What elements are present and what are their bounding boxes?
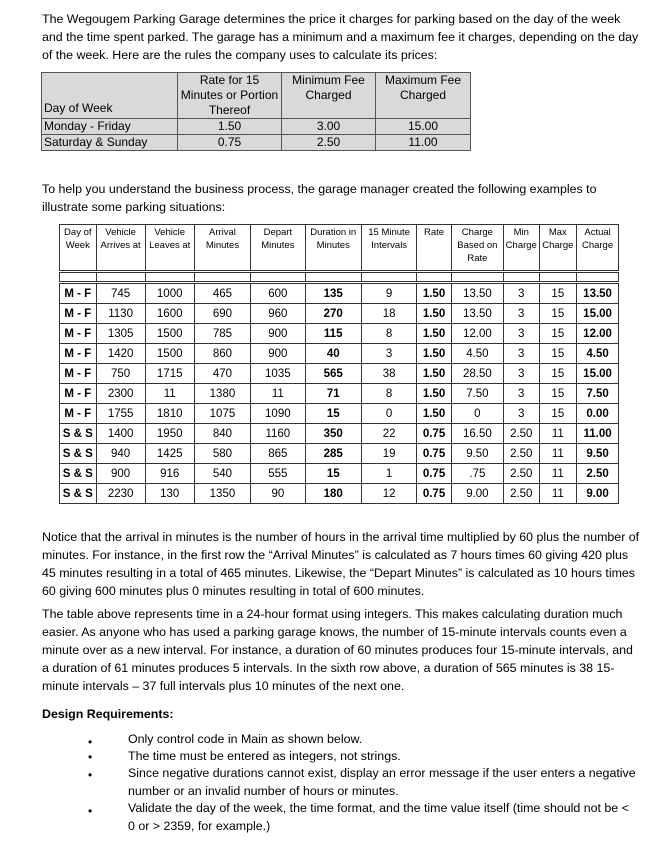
table-cell: 1755 xyxy=(96,404,145,424)
table-cell: 465 xyxy=(194,283,250,304)
table-cell: 916 xyxy=(145,464,194,484)
table-cell: 750 xyxy=(96,364,145,384)
divider-cell xyxy=(361,272,416,283)
table-cell: 22 xyxy=(361,424,416,444)
table-cell: 1.50 xyxy=(417,304,451,324)
rates-header-day: Day of Week xyxy=(42,73,178,119)
notice-paragraph: Notice that the arrival in minutes is the number of hours in the arrival time multiplied by 60 plus the number of minutes. For instance, in the first row the “Arrival Minutes” is calculated as 7 hours times 60 giving 420 plus 45 minutes resulting in a total of 465 minutes. Likewise, the “Depart Minutes” is calculated as 10 hours times 60 giving 600 minutes plus 0 minutes resulting in total of 600 minutes. xyxy=(42,530,640,598)
table-cell: 940 xyxy=(96,444,145,464)
table-row xyxy=(60,404,619,424)
table-cell: 9 xyxy=(361,283,416,304)
examples-header-cell: Depart Minutes xyxy=(251,225,305,272)
table-cell: 0 xyxy=(451,404,503,424)
examples-header-cell: Duration in Minutes xyxy=(305,225,361,272)
table-cell: 1160 xyxy=(251,424,305,444)
rates-cell: 2.50 xyxy=(282,135,376,151)
table-row xyxy=(60,444,619,464)
table-cell: 1600 xyxy=(145,304,194,324)
table-cell: S & S xyxy=(60,424,97,444)
table-cell: 15 xyxy=(539,283,577,304)
table-cell: 2.50 xyxy=(577,464,619,484)
requirement-item: Since negative durations cannot exist, display an error message if the user enters a negative number or an invalid number of hours or minutes. xyxy=(128,766,636,798)
bullet-icon: • xyxy=(88,750,93,764)
table-cell: 470 xyxy=(194,364,250,384)
table-cell: 350 xyxy=(305,424,361,444)
rates-cell: 11.00 xyxy=(376,135,471,151)
table-cell: 28.50 xyxy=(451,364,503,384)
divider-cell xyxy=(96,272,145,283)
table-cell: 1950 xyxy=(145,424,194,444)
table-cell: 130 xyxy=(145,484,194,504)
table-cell: 1.50 xyxy=(417,283,451,304)
table-cell: 3 xyxy=(504,324,540,344)
rates-row xyxy=(42,119,471,135)
table-cell: 1350 xyxy=(194,484,250,504)
rates-table xyxy=(41,72,471,151)
table-cell: 2300 xyxy=(96,384,145,404)
examples-intro-paragraph: To help you understand the business process, the garage manager created the following examples to illustrate some parking situations: xyxy=(42,182,597,214)
table-cell: 12.00 xyxy=(577,324,619,344)
table-cell: 690 xyxy=(194,304,250,324)
table-row xyxy=(60,324,619,344)
rates-header-max: Maximum Fee Charged xyxy=(376,73,471,119)
table-cell: 1.50 xyxy=(417,404,451,424)
table-cell: 2.50 xyxy=(504,484,540,504)
table-cell: 2.50 xyxy=(504,464,540,484)
divider-cell xyxy=(504,272,540,283)
divider-cell xyxy=(194,272,250,283)
table-cell: 15.00 xyxy=(577,364,619,384)
table-cell: 19 xyxy=(361,444,416,464)
table-cell: 9.50 xyxy=(577,444,619,464)
table-cell: 745 xyxy=(96,283,145,304)
examples-header-row xyxy=(60,225,619,272)
rates-header-rate: Rate for 15 Minutes or Portion Thereof xyxy=(178,73,282,119)
table-cell: 900 xyxy=(251,324,305,344)
rates-cell: 1.50 xyxy=(178,119,282,135)
table-cell: 7.50 xyxy=(577,384,619,404)
table-cell: 2230 xyxy=(96,484,145,504)
table-cell: 1420 xyxy=(96,344,145,364)
table-cell: M - F xyxy=(60,404,97,424)
table-cell: 11 xyxy=(539,464,577,484)
table-cell: 180 xyxy=(305,484,361,504)
table-cell: 16.50 xyxy=(451,424,503,444)
table-cell: 285 xyxy=(305,444,361,464)
table-cell: 3 xyxy=(504,364,540,384)
table-cell: 11 xyxy=(145,384,194,404)
table-cell: 15 xyxy=(305,404,361,424)
bullet-icon: • xyxy=(88,768,93,782)
table-row xyxy=(60,283,619,304)
table-cell: 11 xyxy=(539,484,577,504)
table-cell: 2.50 xyxy=(504,424,540,444)
table-cell: 3 xyxy=(504,283,540,304)
table-cell: 900 xyxy=(96,464,145,484)
table-cell: 1.50 xyxy=(417,384,451,404)
table-cell: 40 xyxy=(305,344,361,364)
divider-cell xyxy=(145,272,194,283)
intro-paragraph: The Wegougem Parking Garage determines the price it charges for parking based on the day of the week and the time spent parked. The garage has a minimum and a maximum fee it charges, depending on the day of the week. Here are the rules the company uses to calculate its prices: xyxy=(42,12,639,62)
table-cell: 15.00 xyxy=(577,304,619,324)
table-cell: 865 xyxy=(251,444,305,464)
divider-cell xyxy=(305,272,361,283)
examples-header-cell: Min Charge xyxy=(504,225,540,272)
table-cell: S & S xyxy=(60,444,97,464)
table-cell: 12 xyxy=(361,484,416,504)
table-cell: 90 xyxy=(251,484,305,504)
table-cell: 860 xyxy=(194,344,250,364)
examples-header-cell: Max Charge xyxy=(539,225,577,272)
table-cell: M - F xyxy=(60,384,97,404)
table-cell: 540 xyxy=(194,464,250,484)
rates-header-row xyxy=(42,73,471,119)
table-cell: 1400 xyxy=(96,424,145,444)
table-cell: M - F xyxy=(60,283,97,304)
table-cell: 555 xyxy=(251,464,305,484)
divider-cell xyxy=(451,272,503,283)
table-cell: 0.00 xyxy=(577,404,619,424)
table-cell: 13.50 xyxy=(577,283,619,304)
table-cell: 8 xyxy=(361,324,416,344)
table-divider xyxy=(60,272,619,283)
table-row xyxy=(60,424,619,444)
table-cell: 135 xyxy=(305,283,361,304)
table-cell: 115 xyxy=(305,324,361,344)
table-cell: 1305 xyxy=(96,324,145,344)
format-paragraph: The table above represents time in a 24-hour format using integers. This makes calculating duration much easier. As anyone who has used a parking garage knows, the number of 15-minute intervals counts even a minute over as a new interval. For instance, a duration of 60 minutes produces four 15-minute intervals, and a duration of 61 minutes produces 5 intervals. In the sixth row above, a duration of 565 minutes is 38 15-minute intervals – 37 full intervals plus 10 minutes of the next one. xyxy=(42,607,633,693)
table-cell: 15 xyxy=(539,304,577,324)
table-cell: 13.50 xyxy=(451,304,503,324)
table-cell: 1810 xyxy=(145,404,194,424)
table-cell: 11 xyxy=(251,384,305,404)
examples-header-cell: Rate xyxy=(417,225,451,272)
table-cell: 580 xyxy=(194,444,250,464)
requirement-item: Only control code in Main as shown below. xyxy=(128,732,363,746)
table-cell: 9.50 xyxy=(451,444,503,464)
table-cell: 38 xyxy=(361,364,416,384)
table-cell: 900 xyxy=(251,344,305,364)
table-cell: 15 xyxy=(539,324,577,344)
table-cell: 1.50 xyxy=(417,324,451,344)
table-cell: 1.50 xyxy=(417,364,451,384)
table-cell: 3 xyxy=(504,344,540,364)
rates-header-min: Minimum Fee Charged xyxy=(282,73,376,119)
table-cell: 840 xyxy=(194,424,250,444)
table-cell: 1075 xyxy=(194,404,250,424)
table-cell: 1 xyxy=(361,464,416,484)
table-cell: M - F xyxy=(60,324,97,344)
table-cell: 15 xyxy=(305,464,361,484)
table-cell: 1380 xyxy=(194,384,250,404)
table-cell: 3 xyxy=(504,384,540,404)
table-cell: 3 xyxy=(504,304,540,324)
table-cell: 9.00 xyxy=(577,484,619,504)
table-cell: 785 xyxy=(194,324,250,344)
examples-header-cell: Vehicle Leaves at xyxy=(145,225,194,272)
table-cell: 1500 xyxy=(145,344,194,364)
table-cell: 1500 xyxy=(145,324,194,344)
examples-header-cell: Charge Based on Rate xyxy=(451,225,503,272)
table-cell: 8 xyxy=(361,384,416,404)
rates-cell: Monday - Friday xyxy=(42,119,178,135)
divider-cell xyxy=(251,272,305,283)
table-cell: 7.50 xyxy=(451,384,503,404)
table-cell: 13.50 xyxy=(451,283,503,304)
table-cell: 0.75 xyxy=(417,464,451,484)
divider-cell xyxy=(417,272,451,283)
table-cell: 12.00 xyxy=(451,324,503,344)
divider-cell xyxy=(60,272,97,283)
rates-cell: Saturday & Sunday xyxy=(42,135,178,151)
rates-cell: 0.75 xyxy=(178,135,282,151)
examples-header-cell: Arrival Minutes xyxy=(194,225,250,272)
table-row xyxy=(60,364,619,384)
table-row xyxy=(60,464,619,484)
table-cell: 11 xyxy=(539,424,577,444)
table-cell: 18 xyxy=(361,304,416,324)
examples-header-cell: Vehicle Arrives at xyxy=(96,225,145,272)
table-cell: S & S xyxy=(60,484,97,504)
table-cell: 15 xyxy=(539,344,577,364)
examples-header-cell: 15 Minute Intervals xyxy=(361,225,416,272)
table-cell: 0 xyxy=(361,404,416,424)
rates-row xyxy=(42,135,471,151)
examples-header-cell: Day of Week xyxy=(60,225,97,272)
table-cell: 0.75 xyxy=(417,484,451,504)
table-row xyxy=(60,484,619,504)
table-cell: S & S xyxy=(60,464,97,484)
table-cell: 0.75 xyxy=(417,444,451,464)
table-cell: 11.00 xyxy=(577,424,619,444)
table-row xyxy=(60,304,619,324)
rates-cell: 3.00 xyxy=(282,119,376,135)
table-cell: 4.50 xyxy=(577,344,619,364)
table-cell: 15 xyxy=(539,404,577,424)
table-cell: 4.50 xyxy=(451,344,503,364)
table-cell: 1000 xyxy=(145,283,194,304)
table-cell: 1425 xyxy=(145,444,194,464)
table-cell: 960 xyxy=(251,304,305,324)
table-cell: 11 xyxy=(539,444,577,464)
table-cell: 15 xyxy=(539,364,577,384)
divider-cell xyxy=(539,272,577,283)
requirement-item: Validate the day of the week, the time format, and the time value itself (time should not be < 0 or > 2359, for example.) xyxy=(128,801,629,833)
table-cell: 1035 xyxy=(251,364,305,384)
table-cell: M - F xyxy=(60,364,97,384)
table-cell: 15 xyxy=(539,384,577,404)
rates-cell: 15.00 xyxy=(376,119,471,135)
bullet-icon: • xyxy=(88,735,93,749)
table-cell: 565 xyxy=(305,364,361,384)
divider-cell xyxy=(577,272,619,283)
table-row xyxy=(60,384,619,404)
design-requirements-heading: Design Requirements: xyxy=(42,707,174,721)
examples-table xyxy=(59,224,619,504)
table-cell: 1090 xyxy=(251,404,305,424)
table-cell: M - F xyxy=(60,304,97,324)
table-cell: 3 xyxy=(361,344,416,364)
table-cell: 1715 xyxy=(145,364,194,384)
table-cell: M - F xyxy=(60,344,97,364)
bullet-icon: • xyxy=(88,804,93,818)
table-cell: 270 xyxy=(305,304,361,324)
table-cell: 1130 xyxy=(96,304,145,324)
table-cell: 1.50 xyxy=(417,344,451,364)
table-cell: 2.50 xyxy=(504,444,540,464)
table-cell: 9.00 xyxy=(451,484,503,504)
table-cell: 0.75 xyxy=(417,424,451,444)
examples-header-cell: Actual Charge xyxy=(577,225,619,272)
table-cell: .75 xyxy=(451,464,503,484)
table-cell: 600 xyxy=(251,283,305,304)
requirement-item: The time must be entered as integers, not strings. xyxy=(128,749,401,763)
table-cell: 3 xyxy=(504,404,540,424)
table-cell: 71 xyxy=(305,384,361,404)
table-row xyxy=(60,344,619,364)
